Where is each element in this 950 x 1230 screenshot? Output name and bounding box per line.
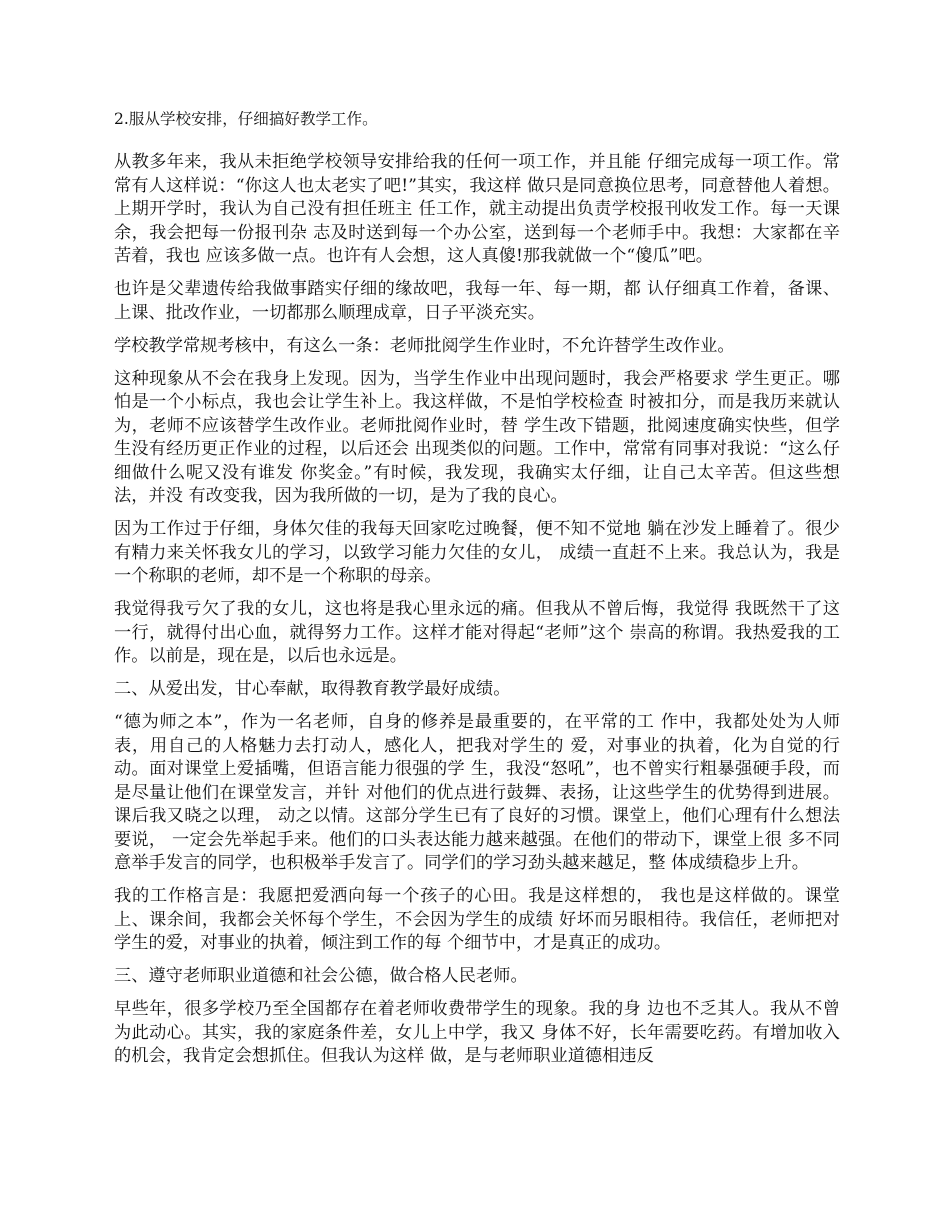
section-heading-3: 三、遵守老师职业道德和社会公德，做合格人民老师。	[114, 966, 528, 986]
body-paragraph: 从教多年来，我从未拒绝学校领导安排给我的任何一项工作，并且能 仔细完成每一项工作。常常有人这样说：“你这人也太老实了吧!”其实，我这样 做只是同意换位思考，同意替他人着想。上期开学时，我认为自己没有担任班主 任工作，就主动提出负责学校报刊收发工作。每一天课余，我会把每一份报刊杂 志及时送到每一个办公室，送到每一个老师手中。我想：大家都在辛苦着，我也 应该多做一点。也许有人会想，这人真傻!那我就做一个“傻瓜”吧。	[114, 152, 840, 266]
document-page	[114, 109, 840, 1069]
body-paragraph: 因为工作过于仔细，身体欠佳的我每天回家吃过晚餐，便不知不觉地 躺在沙发上睡着了。很少有精力来关怀我女儿的学习，以致学习能力欠佳的女儿， 成绩一直赶不上来。我总认为，我是一个称职的老师，却不是一个称职的母亲。	[114, 519, 840, 586]
section-heading-1: 2.服从学校安排，仔细搞好教学工作。	[114, 110, 378, 128]
body-paragraph: 我的工作格言是：我愿把爱洒向每一个孩子的心田。我是这样想的， 我也是这样做的。课堂上、课余间，我都会关怀每个学生，不会因为学生的成绩 好坏而另眼相待。我信任，老师把对学生的爱，对事业的执着，倾注到工作的每 个细节中，才是真正的成功。	[114, 886, 840, 953]
body-paragraph: “德为师之本”，作为一名老师，自身的修养是最重要的，在平常的工 作中，我都处处为人师表，用自己的人格魅力去打动人，感化人，把我对学生的 爱，对事业的执着，化为自觉的行动。面对课堂上爱插嘴，但语言能力很强的学 生，我没“怒吼”，也不曾实行粗暴强硬手段，而是尽量让他们在课堂发言，并针 对他们的优点进行鼓舞、表扬，让这些学生的优势得到进展。课后我又晓之以理， 动之以情。这部分学生已有了良好的习惯。课堂上，他们心理有什么想法要说， 一定会先举起手来。他们的口头表达能力越来越强。在他们的带动下，课堂上很 多不同意举手发言的同学，也积极举手发言了。同学们的学习劲头越来越足，整 体成绩稳步上升。	[114, 712, 840, 873]
body-paragraph: 学校教学常规考核中，有这么一条：老师批阅学生作业时，不允许替学生改作业。	[114, 335, 735, 356]
section-heading-2: 二、从爱出发，甘心奉献，取得教育教学最好成绩。	[114, 679, 511, 699]
body-paragraph: 也许是父辈遗传给我做事踏实仔细的缘故吧，我每一年、每一期，都 认仔细真工作着，备课、上课、批改作业，一切都那么顺理成章，日子平淡充实。	[114, 279, 840, 323]
body-paragraph: 这种现象从不会在我身上发现。因为，当学生作业中出现问题时，我会严格要求 学生更正。哪怕是一个小标点，我也会让学生补上。我这样做，不是怕学校检查 时被扣分，而是我历来就认为，老师不应该替学生改作业。老师批阅作业时，替 学生改下错题，批阅速度确实快些，但学生没有经历更正作业的过程，以后还会 出现类似的问题。工作中，常常有同事对我说：“这么仔细做什么呢又没有谁发 你奖金。”有时候，我发现，我确实太仔细，让自己太辛苦。但这些想法，并没 有改变我，因为我所做的一切，是为了我的良心。	[114, 368, 840, 506]
body-paragraph: 早些年，很多学校乃至全国都存在着老师收费带学生的现象。我的身 边也不乏其人。我从不曾为此动心。其实，我的家庭条件差，女儿上中学，我又 身体不好，长年需要吃药。有增加收入的机会，我肯定会想抓住。但我认为这样 做，是与老师职业道德相违反	[114, 999, 840, 1066]
body-paragraph: 我觉得我亏欠了我的女儿，这也将是我心里永远的痛。但我从不曾后悔，我觉得 我既然干了这一行，就得付出心血，就得努力工作。这样才能对得起“老师”这个 崇高的称谓。我热爱我的工作。以前是，现在是，以后也永远是。	[114, 599, 840, 666]
